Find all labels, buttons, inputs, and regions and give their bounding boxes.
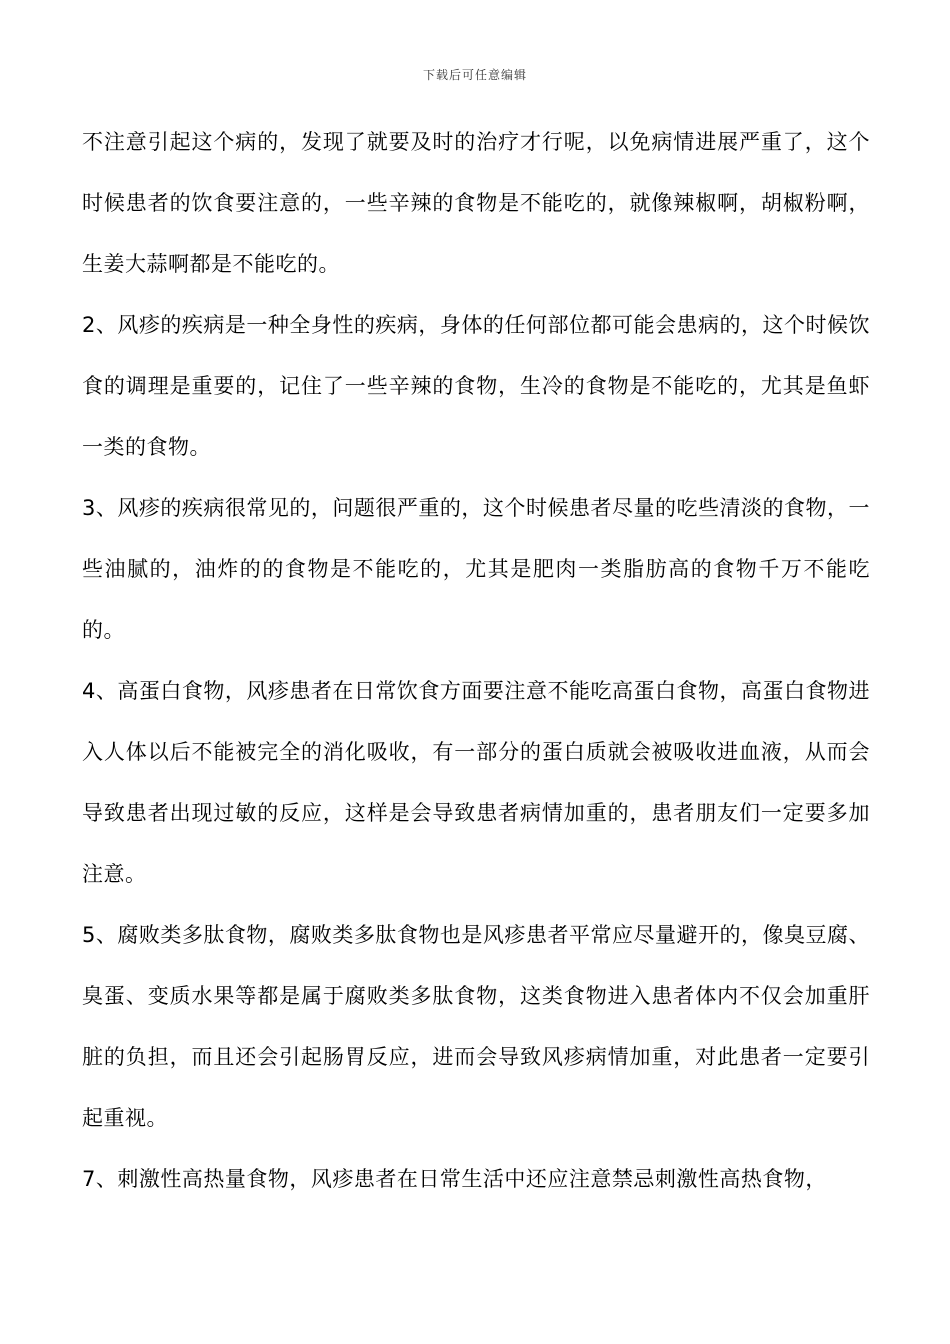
paragraph-item-3: 3、风疹的疾病很常见的，问题很严重的，这个时候患者尽量的吃些清淡的食物，一些油腻的，油炸的的食物是不能吃的，尤其是肥肉一类脂肪高的食物千万不能吃的。 [82, 496, 870, 642]
paragraph-item-7: 7、刺激性高热量食物，风疹患者在日常生活中还应注意禁忌刺激性高热食物， [82, 1167, 827, 1191]
paragraph-item-4: 4、高蛋白食物，风疹患者在日常饮食方面要注意不能吃高蛋白食物，高蛋白食物进入人体以后不能被完全的消化吸收，有一部分的蛋白质就会被吸收进血液，从而会导致患者出现过敏的反应，这样是会导致患者病情加重的，患者朋友们一定要多加注意。 [82, 679, 870, 886]
paragraph-continuation: 不注意引起这个病的，发现了就要及时的治疗才行呢，以免病情进展严重了，这个时候患者的饮食要注意的，一些辛辣的食物是不能吃的，就像辣椒啊，胡椒粉啊，生姜大蒜啊都是不能吃的。 [82, 130, 870, 276]
paragraph-item-5: 5、腐败类多肽食物，腐败类多肽食物也是风疹患者平常应尽量避开的，像臭豆腐、臭蛋、变质水果等都是属于腐败类多肽食物，这类食物进入患者体内不仅会加重肝脏的负担，而且还会引起肠胃反应，进而会导致风疹病情加重，对此患者一定要引起重视。 [82, 923, 870, 1130]
paragraph-item-2: 2、风疹的疾病是一种全身性的疾病，身体的任何部位都可能会患病的，这个时候饮食的调理是重要的，记住了一些辛辣的食物，生冷的食物是不能吃的，尤其是鱼虾一类的食物。 [82, 313, 870, 459]
page-header-note: 下载后可任意编辑 [422, 68, 527, 82]
document-body [82, 112, 870, 1210]
